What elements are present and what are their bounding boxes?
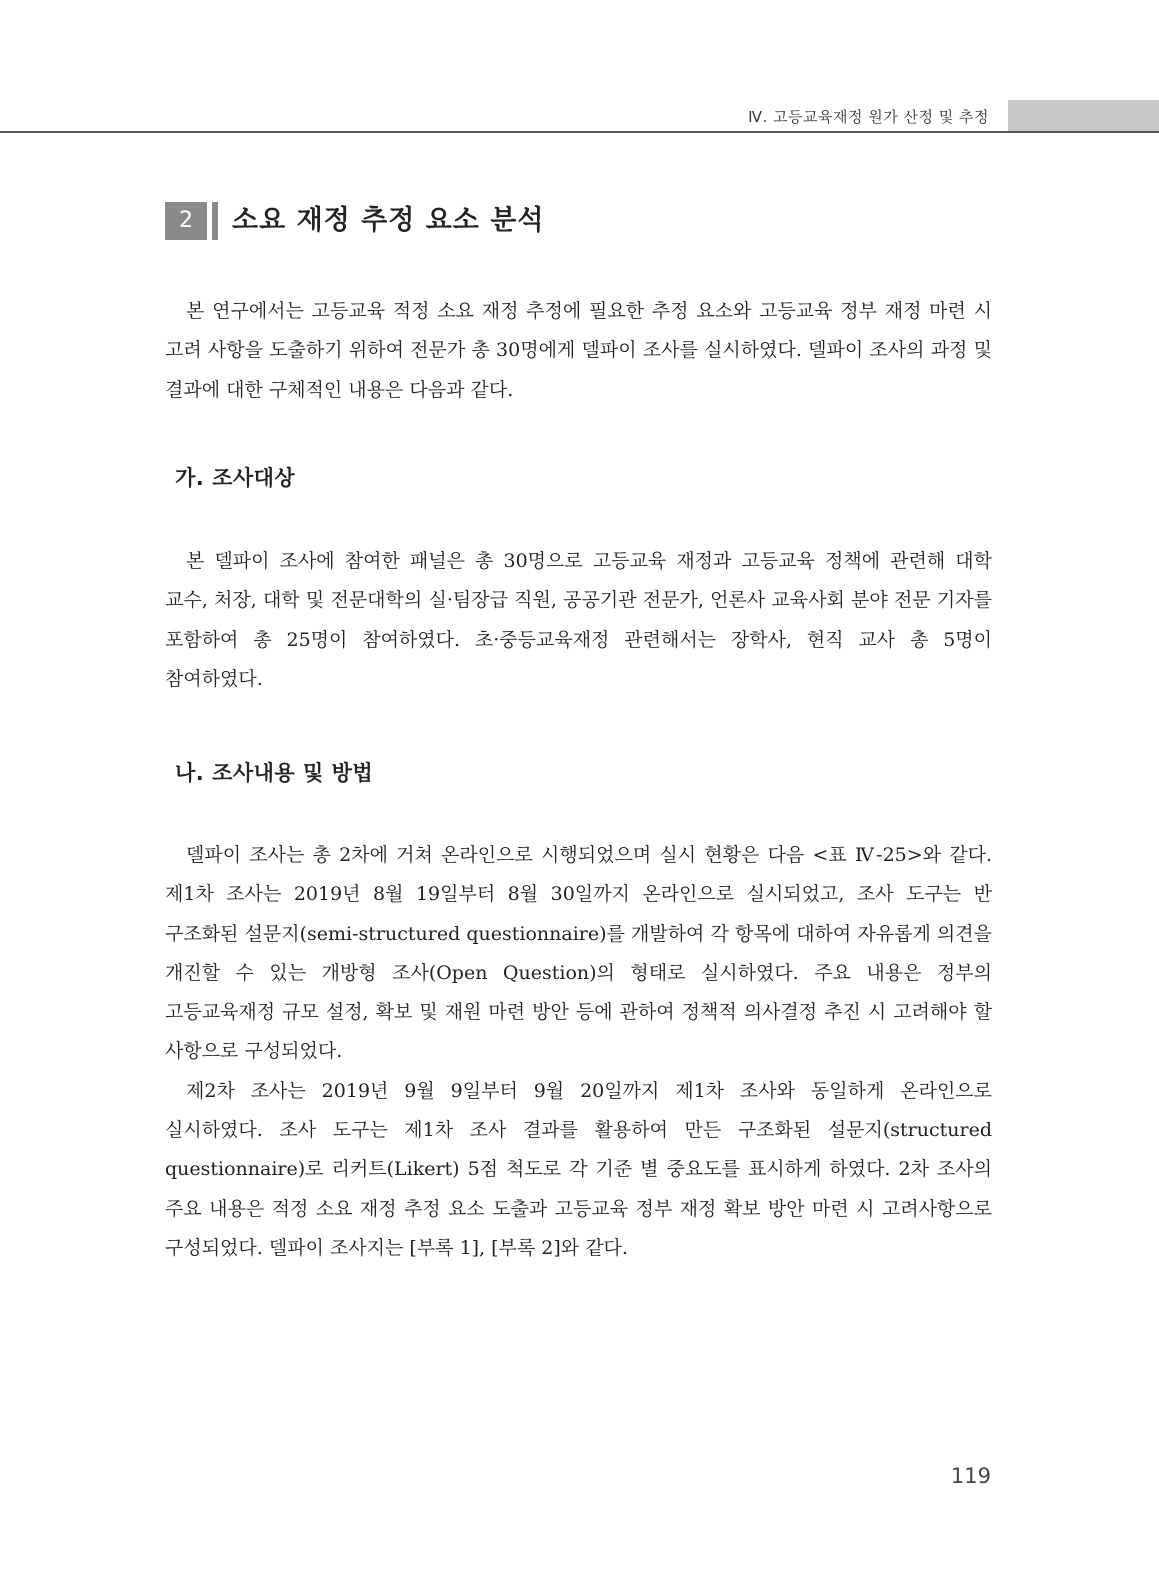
header-rule bbox=[0, 131, 1159, 133]
intro-paragraph bbox=[165, 292, 992, 410]
subsection-a-title: 가. 조사대상 bbox=[175, 466, 296, 490]
intro-text: 본 연구에서는 고등교육 적정 소요 재정 추정에 필요한 추정 요소와 고등교육 정부 재정 마련 시 고려 사항을 도출하기 위하여 전문가 총 30명에게 델파이 조사를 실시하였다. 델파이 조사의 과정 및 결과에 대한 구체적인 내용은 다음과 같다. bbox=[165, 300, 992, 401]
section-title: 소요 재정 추정 요소 분석 bbox=[232, 205, 545, 236]
subsection-b-text1: 델파이 조사는 총 2차에 거쳐 온라인으로 시행되었으며 실시 현황은 다음 <표 Ⅳ-25>와 같다. 제1차 조사는 2019년 8월 19일부터 8월 30일까지 온라인으로 실시되었고, 조사 도구는 반 구조화된 설문지(semi-structured questionnaire)를 개발하여 각 항목에 대하여 자유롭게 의견을 개진할 수 있는 개방형 조사(Open Question)의 형태로 실시하였다. 주요 내용은 정부의 고등교육재정 규모 설정, 확보 및 재원 마련 방안 등에 관하여 정책적 의사결정 추진 시 고려해야 할 사항으로 구성되었다. bbox=[165, 844, 992, 1063]
section-number: 2 bbox=[165, 202, 207, 240]
subsection-a-text: 본 델파이 조사에 참여한 패널은 총 30명으로 고등교육 재정과 고등교육 정책에 관련해 대학 교수, 처장, 대학 및 전문대학의 실·팀장급 직원, 공공기관 전문가, 언론사 교육사회 분야 전문 기자를 포함하여 총 25명이 참여하였다. 초·중등교육재정 관련해서는 장학사, 현직 교사 총 5명이 참여하였다. bbox=[165, 550, 992, 690]
subsection-a-paragraph bbox=[165, 542, 992, 699]
running-header bbox=[0, 100, 1159, 133]
subsection-b-paragraphs bbox=[165, 836, 992, 1268]
subsection-b-title: 나. 조사내용 및 방법 bbox=[175, 761, 374, 785]
header-tab-decoration bbox=[1008, 100, 1159, 131]
page-number: 119 bbox=[950, 1464, 991, 1488]
section-bar-decoration bbox=[212, 202, 218, 240]
subsection-b-text2: 제2차 조사는 2019년 9월 9일부터 9월 20일까지 제1차 조사와 동일하게 온라인으로 실시하였다. 조사 도구는 제1차 조사 결과를 활용하여 만든 구조화된 설문지(structured questionnaire)로 리커트(Likert) 5점 척도로 각 기준 별 중요도를 표시하게 하였다. 2차 조사의 주요 내용은 적정 소요 재정 추정 요소 도출과 고등교육 정부 재정 확보 방안 마련 시 고려사항으로 구성되었다. 델파이 조사지는 [부록 1], [부록 2]와 같다. bbox=[165, 1079, 992, 1259]
running-header-title: Ⅳ. 고등교육재정 원가 산정 및 추정 bbox=[748, 108, 989, 126]
